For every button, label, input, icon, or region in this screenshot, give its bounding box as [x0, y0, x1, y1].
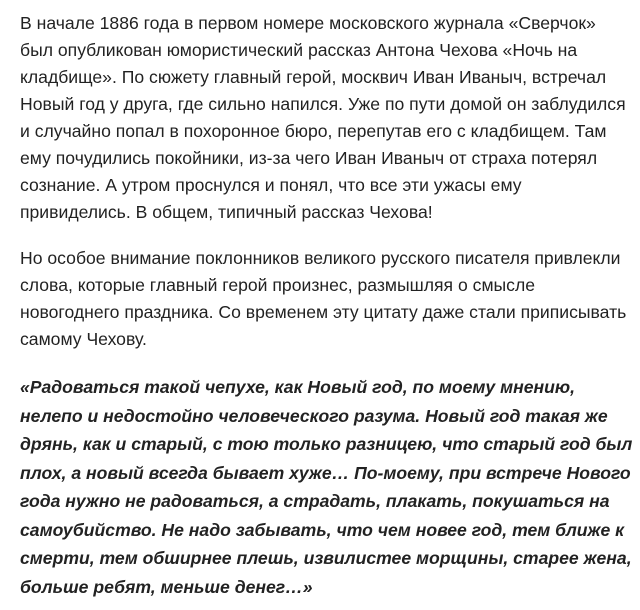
quote-line: «Радоваться такой чепухе, как Новый год, по моему мнению,	[20, 377, 575, 397]
text-line: привиделись. В общем, типичный рассказ Чехова!	[20, 202, 433, 222]
quote-line: года нужно не радоваться, а страдать, плакать, покушаться на	[20, 491, 610, 511]
text-line: и случайно попал в похоронное бюро, перепутав его с кладбищем. Там	[20, 121, 607, 141]
article-body	[20, 10, 633, 601]
chekhov-quote	[20, 373, 633, 601]
quote-line: дрянь, как и старый, с тою только разницею, что старый год был	[20, 434, 633, 454]
text-line: кладбище». По сюжету главный герой, москвич Иван Иваныч, встречал	[20, 67, 607, 87]
text-line: Но особое внимание поклонников великого русского писателя привлекли	[20, 248, 621, 268]
quote-line: больше ребят, меньше денег…»	[20, 576, 313, 597]
text-line: был опубликован юмористический рассказ Антона Чехова «Ночь на	[20, 40, 578, 60]
paragraph-story-summary	[20, 10, 630, 226]
quote-line: самоубийство. Не надо забывать, что чем новее год, тем ближе к	[20, 519, 625, 540]
quote-line: нелепо и недостойно человеческого разума. Новый год такая же	[20, 405, 608, 426]
text-line: сознание. А утром проснулся и понял, что все эти ужасы ему	[20, 175, 522, 195]
text-line: Новый год у друга, где сильно напился. Уже по пути домой он заблудился	[20, 94, 626, 114]
text-line: слова, которые главный герой произнес, размышляя о смысле	[20, 275, 536, 295]
text-line: самому Чехову.	[20, 329, 147, 349]
paragraph-quote-intro	[20, 245, 630, 353]
text-line: В начале 1886 года в первом номере московского журнала «Сверчок»	[20, 13, 596, 33]
text-line: новогоднего праздника. Со временем эту цитату даже стали приписывать	[20, 302, 627, 322]
quote-line: смерти, тем обширнее плешь, извилистее морщины, старее жена,	[20, 548, 632, 568]
quote-line: плох, а новый всегда бывает хуже… По-моему, при встрече Нового	[20, 462, 631, 483]
text-line: ему почудились покойники, из-за чего Иван Иваныч от страха потерял	[20, 148, 598, 168]
